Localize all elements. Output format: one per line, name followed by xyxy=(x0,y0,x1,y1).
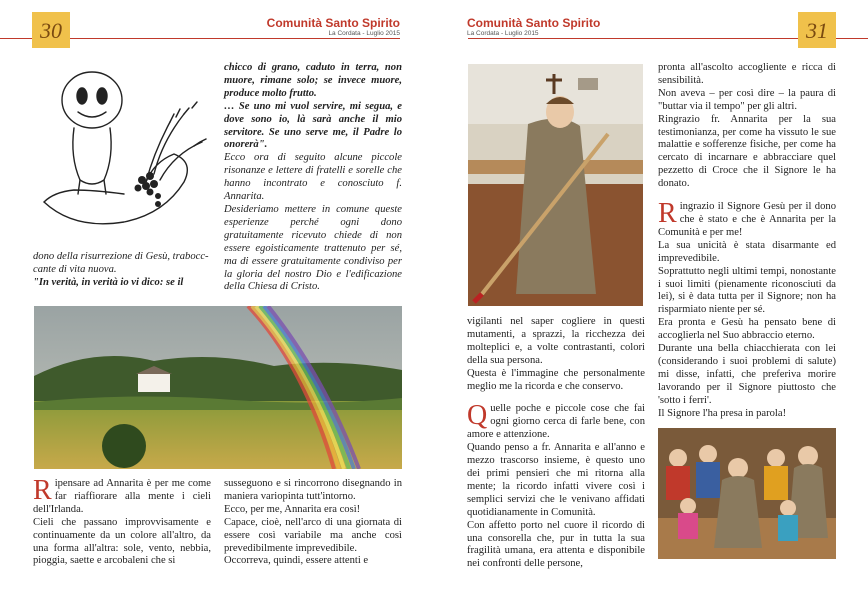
paragraph: Ringrazio il Signore Gesù per il dono che è stato e che è Annarita per la Comunità e per me! xyxy=(658,198,836,238)
magazine-title: Comunità Santo Spirito xyxy=(467,16,601,30)
paragraph: Ecco, per me, Annarita era così! xyxy=(224,503,361,515)
paragraph: Desideriamo mettere in comune queste esperienze perché ogni dono gratuitamente ricevuto chiede di non essere egoisticamente trattenuto per sé, ma di essere gratuitamente condiviso per la gloria del nostro Dio e l'edificazione della Chiesa di Cristo. xyxy=(224,203,402,293)
paragraph: Non aveva – per così dire – la paura di "buttar via il tempo" per gli altri. xyxy=(658,87,836,112)
paragraph: La sua unicità è stata disarmante ed imprevedibile. xyxy=(658,239,836,264)
paragraph: susseguono e si rincorrono disegnando in maniera variopinta tutt'intorno. xyxy=(224,478,402,502)
children-group-photo xyxy=(658,428,836,559)
friar-photo xyxy=(468,64,643,306)
paragraph: Capace, cioè, nell'arco di una giornata di essere così variabile ma anche così prevedibilmente imprevedibile. xyxy=(224,516,402,554)
paragraph: Ecco ora di seguito alcune piccole risonanze e lettere di fratelli e sorelle che hanno incontrato e conosciuto f. Annarita. xyxy=(224,152,402,203)
text-column-left xyxy=(467,316,645,571)
paragraph: Questa è l'immagine che personalmente meglio me la ricorda e che conservo. xyxy=(467,367,645,392)
sketch-illustration xyxy=(34,62,214,247)
paragraph: Ripensare ad Annarita è per me come far riaffiorare alla mente i cieli dell'Irlanda. xyxy=(33,475,211,515)
paragraph: Occorreva, quindi, essere attenti e xyxy=(224,555,369,567)
quote-line: "In verità, in verità io vi dico: se il xyxy=(33,276,184,288)
drop-cap: R xyxy=(33,475,52,506)
issue-label: La Cordata - Luglio 2015 xyxy=(328,30,400,37)
drop-cap: Q xyxy=(467,400,488,432)
paragraph: vigilanti nel saper cogliere in questi mutamenti, a sprazzi, la ricchezza dei molteplici e, a volte contrastanti, colori della sua persona. xyxy=(467,316,645,366)
text-line: dono della risurrezione di Gesù, trabocc- xyxy=(33,251,209,262)
rainbow-landscape-photo xyxy=(34,306,402,469)
text-column-right xyxy=(224,62,402,294)
issue-label: La Cordata - Luglio 2015 xyxy=(467,30,539,37)
paragraph: pronta all'ascolto accogliente e ricca di sensibilità. xyxy=(658,62,836,86)
paragraph: Era pronta e Gesù ha pensato bene di accoglierla nel Suo abbraccio eterno. xyxy=(658,317,836,342)
text-column-right xyxy=(658,62,836,420)
caption-column-bottom xyxy=(33,251,213,290)
paragraph: Quando penso a fr. Annarita e all'anno e mezzo trascorso insieme, è questo uno dei primi pensieri che mi ritorna alla mente; la ricordo infatti vivere così i semplici servizi che le venivano affidati quotidianamente in Comunità. xyxy=(467,442,645,518)
right-page xyxy=(434,0,868,600)
gospel-quote: chicco di grano, caduto in terra, non muore, rimane solo; se invece muore, produce molto frutto. xyxy=(224,62,402,99)
page-number: 30 xyxy=(32,12,70,48)
paragraph: Quelle poche e piccole cose che fai ogni giorno cerca di farle bene, con amore e attenzione. xyxy=(467,400,645,441)
paragraph: Con affetto porto nel cuore il ricordo di una consorella che, pur in tutta la sua fragilità umana, era attenta e disponibile nei confronti delle persone, xyxy=(467,519,645,570)
magazine-title: Comunità Santo Spirito xyxy=(266,16,400,30)
gospel-quote-continued: … Se uno mi vuol servire, mi segua, e dove sono io, là sarà anche il mio servitore. Se uno serve me, il Padre lo onorerà". xyxy=(224,100,402,151)
page-number: 31 xyxy=(798,12,836,48)
text-column-bottom-left xyxy=(33,475,211,568)
paragraph: Cieli che passano improvvisamente e continuamente da un colore all'altro, da una forma all'altra: sole, vento, nebbia, pioggia, saette e arcobaleni che si xyxy=(33,516,211,567)
drop-cap: R xyxy=(658,198,677,230)
text-line: cante di vita nuova. xyxy=(33,263,117,275)
paragraph: Durante una bella chiacchierata con lei (considerando i suoi problemi di salute) mi disse, infatti, che preferiva morire lavorando per il Signore piuttosto che 'sotto i ferri'. xyxy=(658,343,836,406)
paragraph: Ringrazio fr. Annarita per la sua testimonianza, per come ha vissuto le sue malattie e sofferenze fisiche, per come ha cercato di incarnare e abbracciare quel pezzetto di Croce che il Signore le ha donato. xyxy=(658,113,836,190)
paragraph: Il Signore l'ha presa in parola! xyxy=(658,407,787,419)
text-column-bottom-right xyxy=(224,478,402,568)
paragraph: Soprattutto negli ultimi tempi, nonostante i suoi limiti (pienamente riconosciuti da lei), si è data tutta per il Signore; non ha risparmiato niente per sé. xyxy=(658,265,836,316)
